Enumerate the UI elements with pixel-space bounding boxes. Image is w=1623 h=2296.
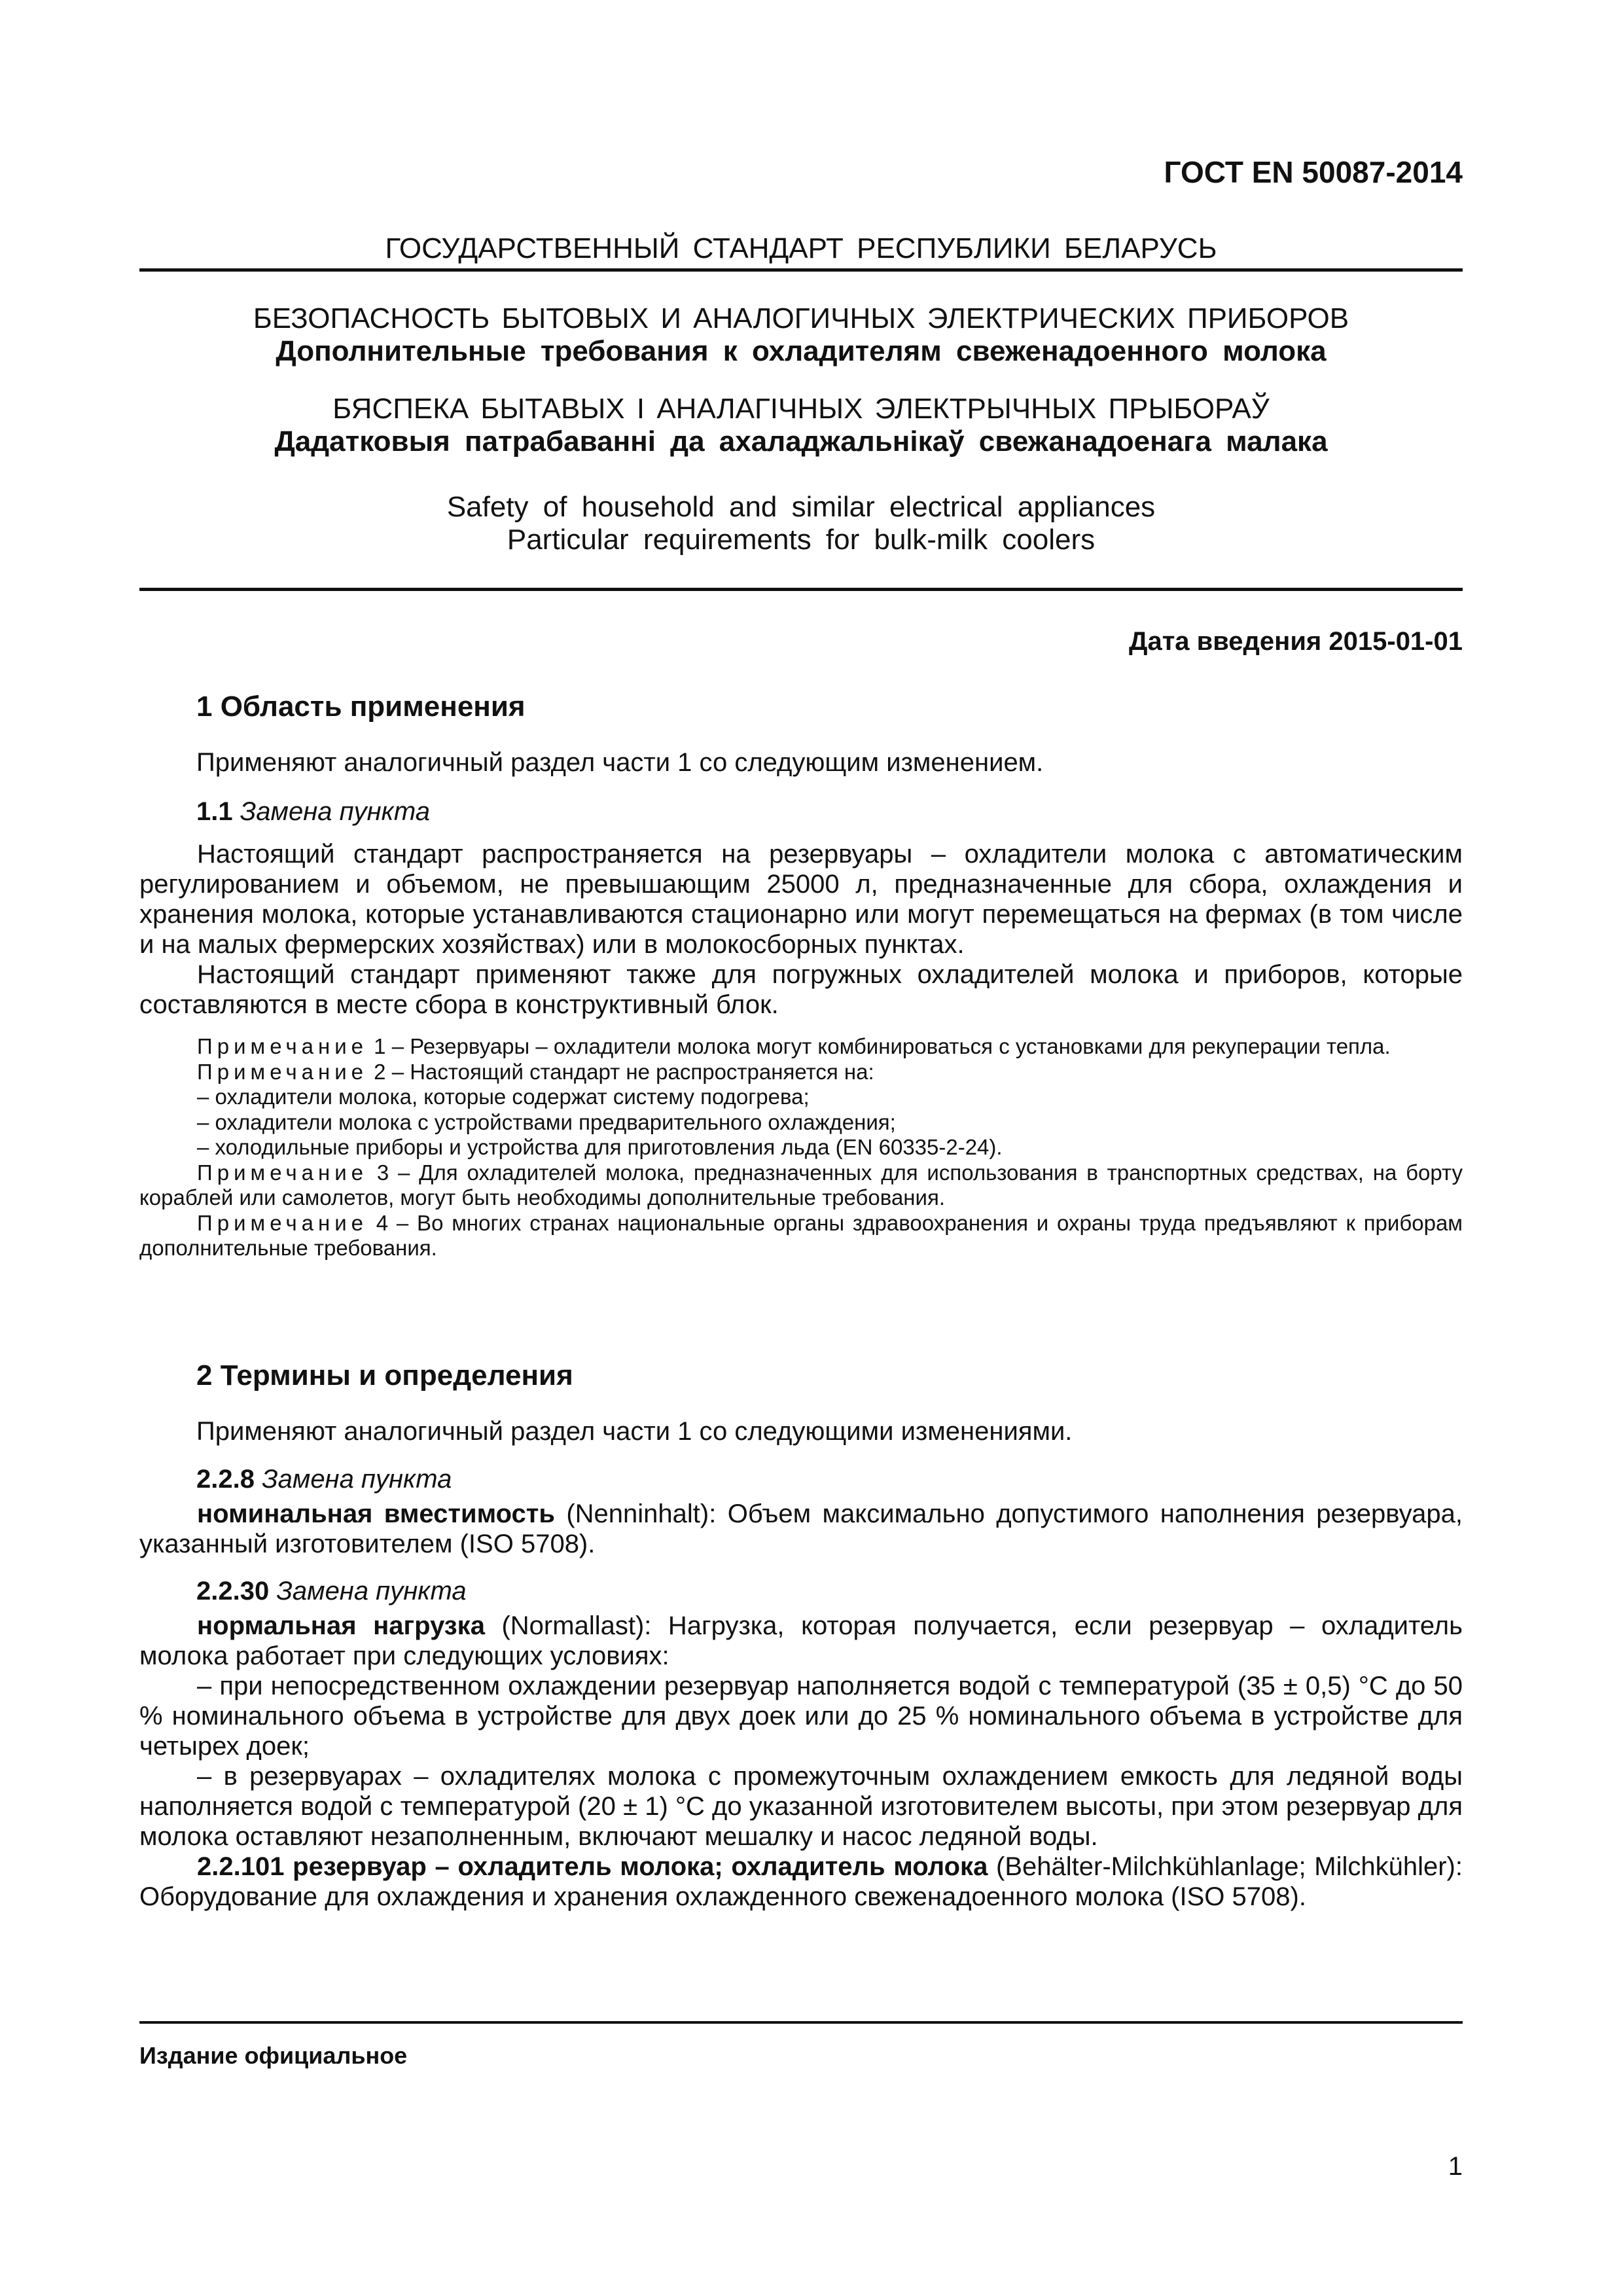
definition — [139, 1499, 1463, 1559]
note-word: Примечание — [197, 1059, 368, 1084]
note-1 — [139, 1034, 1463, 1060]
note-4 — [139, 1211, 1463, 1261]
intro-date: Дата введения 2015-01-01 — [1128, 627, 1463, 656]
note-word: Примечание — [197, 1160, 368, 1185]
clause-number: 2.2.30 — [196, 1577, 270, 1605]
title-ru-main: БЕЗОПАСНОСТЬ БЫТОВЫХ И АНАЛОГИЧНЫХ ЭЛЕКТРИЧЕСКИХ ПРИБОРОВ — [253, 302, 1349, 334]
clause-2-2-30-body — [139, 1611, 1463, 1912]
section-1-heading: 1 Область применения — [196, 691, 526, 723]
title-en-sub: Particular requirements for bulk-milk coolers — [507, 524, 1096, 556]
standard-title: ГОСУДАРСТВЕННЫЙ СТАНДАРТ РЕСПУБЛИКИ БЕЛАРУСЬ — [385, 232, 1217, 264]
title-ru-sub: Дополнительные требования к охладителям свеженадоенного молока — [276, 335, 1327, 367]
paragraph: Настоящий стандарт распространяется на резервуары – охладители молока с автоматическим регулированием и объемом, не превышающим 25000 л, предназначенные для сбора, охлаждения и хранения молока, которые устанавливаются стационарно или могут перемещаться на фермах (в том числе и на малых фермерских хозяйствах) или в молокосборных пунктах. — [139, 840, 1463, 959]
title-by-main: БЯСПЕКА БЫТАВЫХ І АНАЛАГІЧНЫХ ЭЛЕКТРЫЧНЫХ ПРЫБОРАЎ — [332, 393, 1270, 425]
footer-rule — [139, 2021, 1463, 2024]
term: 2.2.101 резервуар – охладитель молока; охладитель молока — [197, 1852, 988, 1881]
note-2-item: – охладители молока с устройствами предварительного охлаждения; — [197, 1109, 896, 1134]
section-2-intro: Применяют аналогичный раздел части 1 со следующими изменениями. — [196, 1417, 1073, 1446]
title-by-sub: Дадатковыя патрабаванні да ахаладжальнікаў свежанадоенага малака — [274, 425, 1328, 457]
notes-block — [139, 1034, 1463, 1261]
title-rule — [139, 588, 1463, 591]
clause-title: Замена пункта — [262, 1465, 452, 1494]
clause-2-2-8 — [196, 1465, 452, 1494]
note-text: 4 – Во многих странах национальные органы здравоохранения и охраны труда предъявляют к приборам дополнительные требования. — [139, 1210, 1463, 1260]
note-text: 1 – Резервуары – охладители молока могут комбинироваться с установками для рекуперации тепла. — [368, 1034, 1391, 1058]
definition-text: (Normallast): Нагрузка, которая получается, если резервуар – охладитель молока работает при следующих условиях: — [139, 1611, 1463, 1670]
term: номинальная вместимость — [197, 1499, 555, 1528]
note-text: 2 – Настоящий стандарт не распространяется на: — [368, 1059, 874, 1084]
section-1-body — [139, 839, 1463, 1020]
clause-1-1 — [196, 797, 430, 827]
page-number: 1 — [1448, 2152, 1463, 2181]
note-word: Примечание — [197, 1210, 368, 1235]
section-2-heading: 2 Термины и определения — [196, 1359, 573, 1391]
term: нормальная нагрузка — [197, 1611, 485, 1640]
paragraph: Настоящий стандарт применяют также для погружных охладителей молока и приборов, которые составляются в месте сбора в конструктивный блок. — [139, 960, 1463, 1019]
list-item: – при непосредственном охлаждении резервуар наполняется водой с температурой (35 ± 0,5) °С до 50 % номинального объема в устройстве для двух доек или до 25 % номинального объема в устройстве для четырех доек; — [139, 1672, 1463, 1761]
note-2 — [139, 1060, 1463, 1085]
definition — [139, 1852, 1463, 1912]
definition-text: (Nenninhalt): Объем максимально допустимого наполнения резервуара, указанный изготовителем (ISO 5708). — [139, 1499, 1463, 1558]
note-3 — [139, 1160, 1463, 1211]
clause-title: Замена пункта — [240, 797, 431, 826]
definition — [139, 1611, 1463, 1671]
note-2-item: – холодильные приборы и устройства для приготовления льда (EN 60335-2-24). — [197, 1135, 1003, 1159]
definition-text: (Behälter-Milchkühlanlage; Milchkühler): Оборудование для охлаждения и хранения охлажденного свеженадоенного молока (ISO 5708). — [139, 1852, 1463, 1911]
section-1-intro: Применяют аналогичный раздел части 1 со следующим изменением. — [196, 748, 1044, 777]
clause-number: 2.2.8 — [196, 1465, 255, 1494]
title-en-main: Safety of household and similar electrical appliances — [446, 491, 1156, 523]
clause-number: 1.1 — [196, 797, 233, 826]
note-text: 3 – Для охладителей молока, предназначенных для использования в транспортных средствах, на борту кораблей или самолетов, могут быть необходимы дополнительные требования. — [139, 1160, 1463, 1210]
official-edition: Издание официальное — [139, 2042, 408, 2069]
note-word: Примечание — [197, 1034, 368, 1058]
document-code: ГОСТ EN 50087-2014 — [1164, 155, 1463, 189]
note-2-item: – охладители молока, которые содержат систему подогрева; — [197, 1085, 810, 1109]
clause-2-2-30 — [196, 1577, 467, 1606]
clause-title: Замена пункта — [276, 1577, 467, 1605]
header-rule — [139, 268, 1463, 272]
list-item: – в резервуарах – охладителях молока с промежуточным охлаждением емкость для ледяной воды наполняется водой с температурой (20 ± 1) °С до указанной изготовителем высоты, при этом резервуар для молока оставляют незаполненным, включают мешалку и насос ледяной воды. — [139, 1762, 1463, 1851]
clause-2-2-8-body — [139, 1499, 1463, 1559]
